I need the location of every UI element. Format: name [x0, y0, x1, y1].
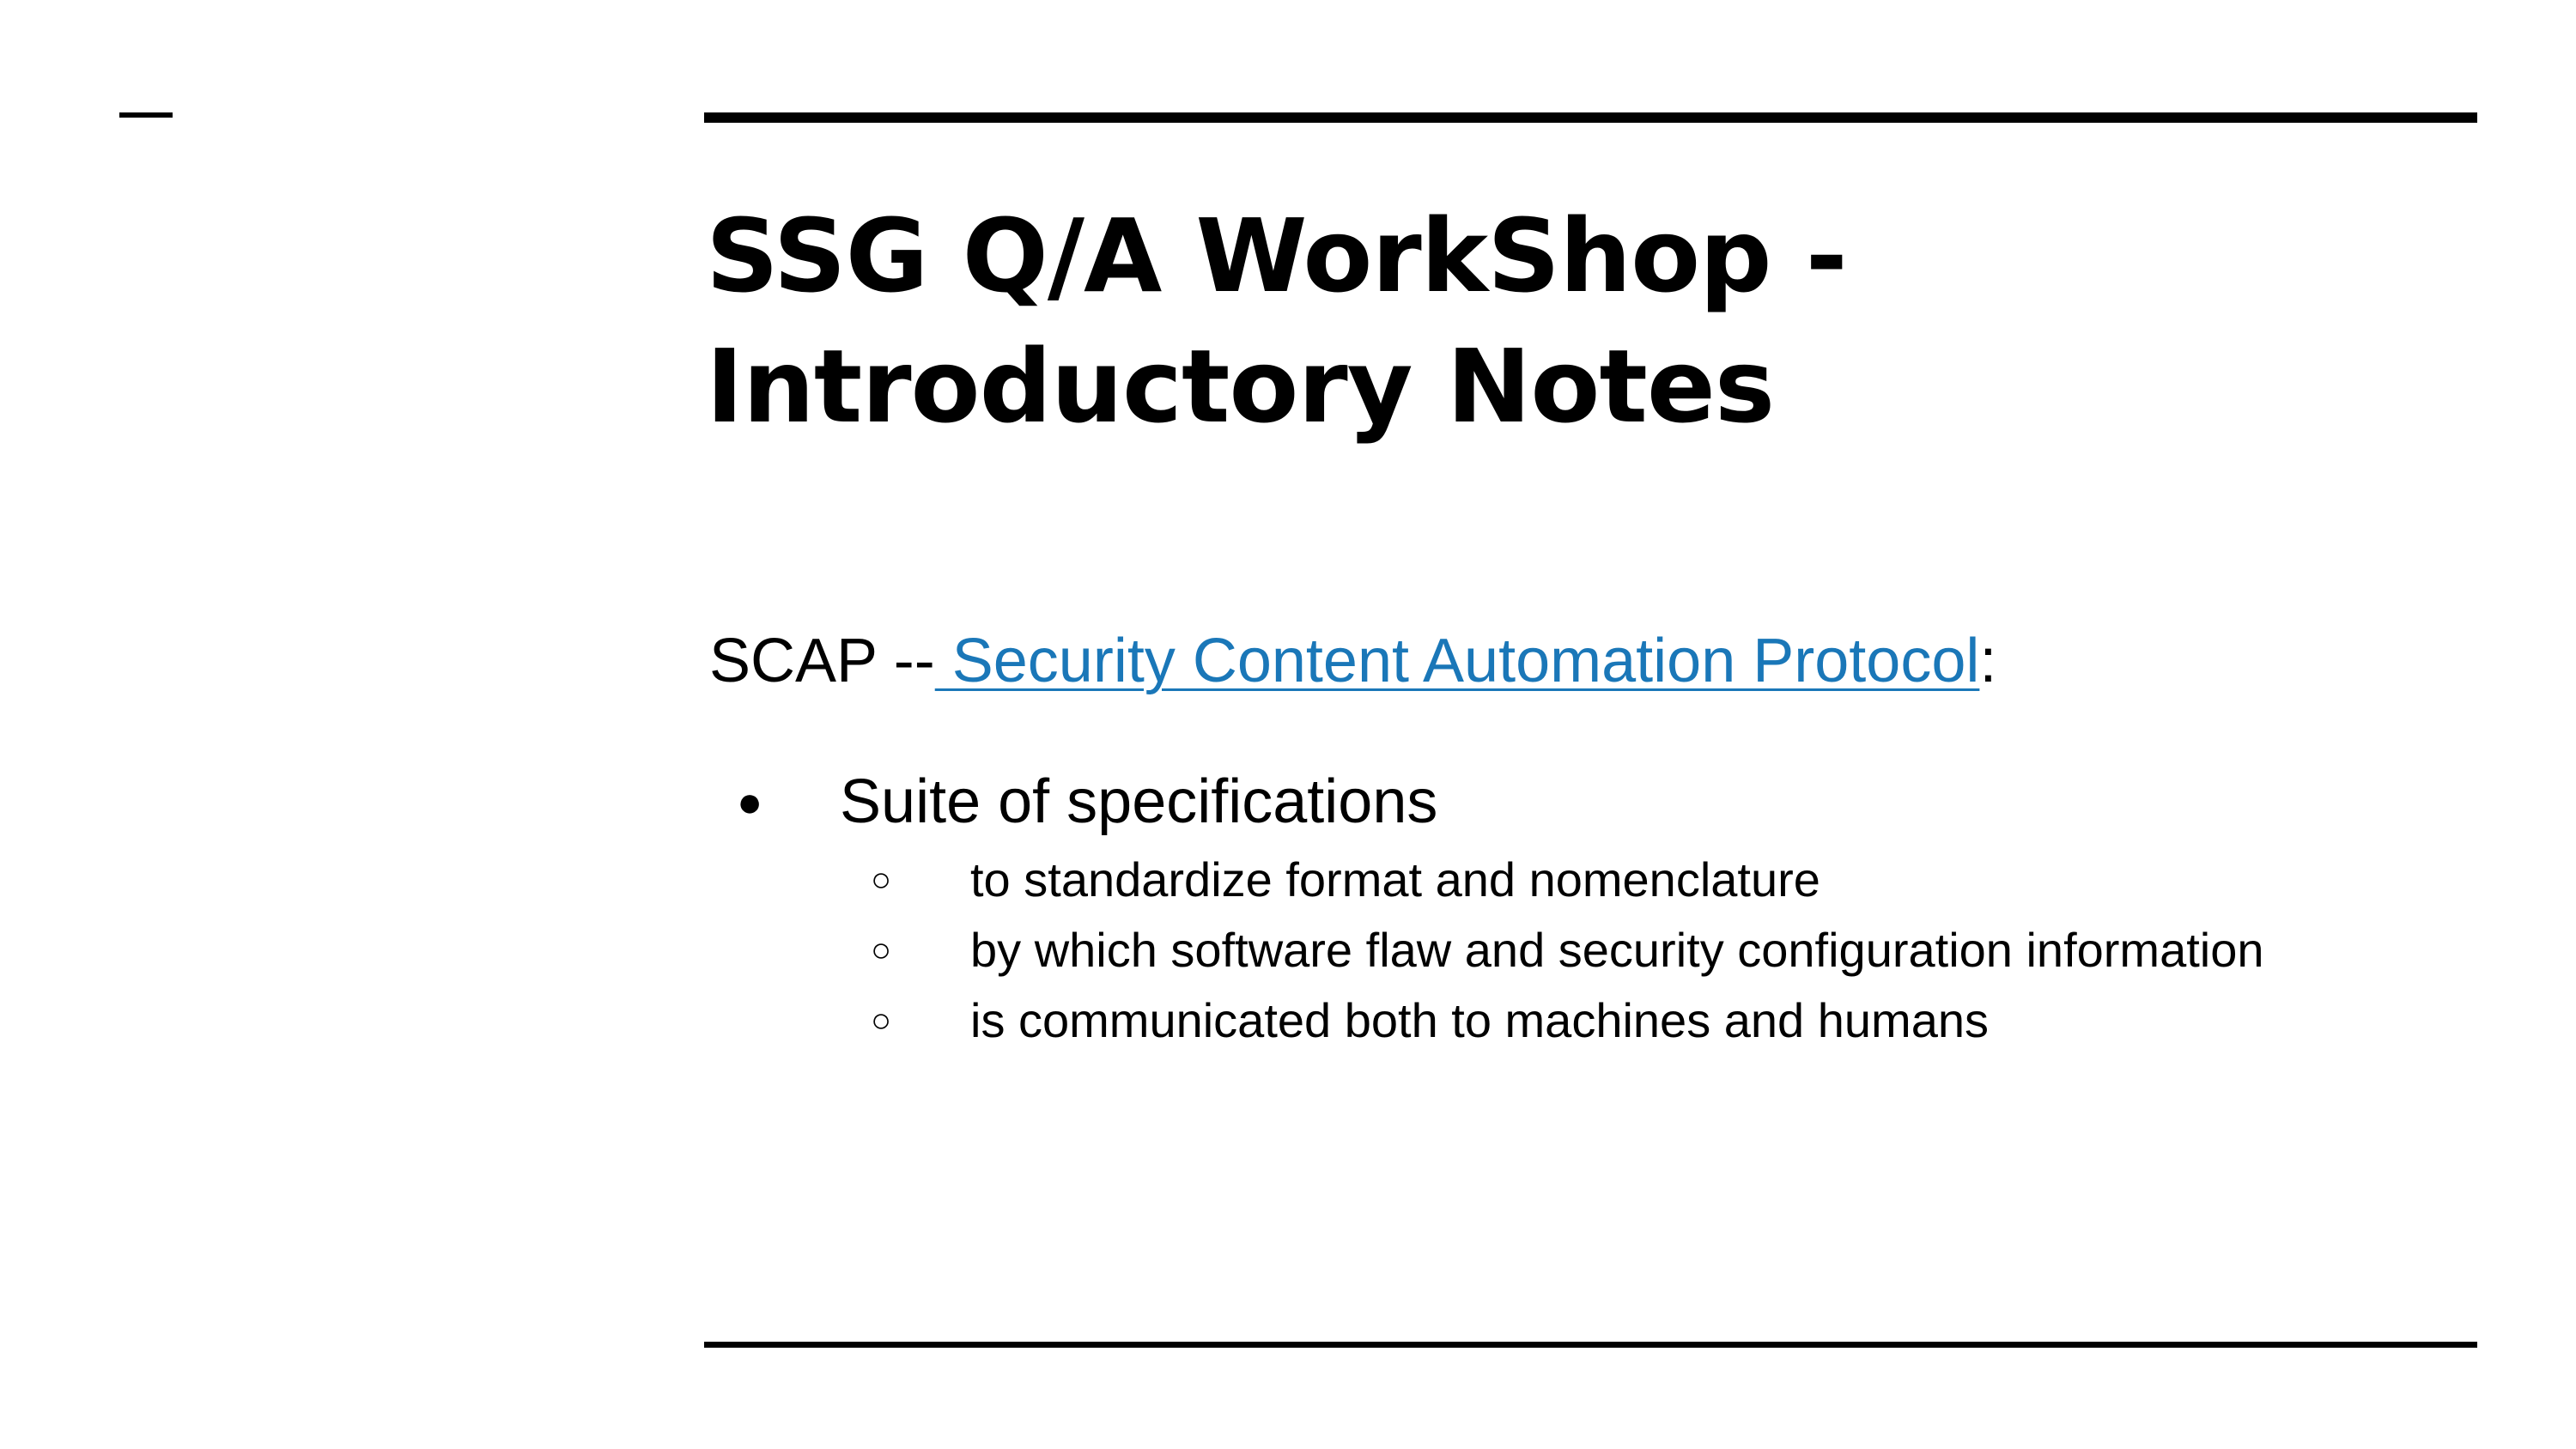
- corner-dash-decoration: [119, 112, 173, 118]
- scap-link[interactable]: Security Content Automation Protocol: [934, 627, 1980, 695]
- slide-title-line-2: Introductory Notes: [706, 327, 1775, 446]
- slide-body: [709, 618, 2470, 1056]
- slide-title-line-1: SSG Q/A WorkShop -: [706, 197, 1847, 315]
- sub-bullet-marker: ○: [871, 931, 892, 969]
- slide-title: [706, 191, 2475, 452]
- sub-bullet-text: to standardize format and nomenclature: [970, 852, 1820, 906]
- bullet-marker: ●: [737, 778, 763, 826]
- scap-suffix: :: [1979, 627, 1997, 695]
- scap-definition: [709, 618, 2470, 704]
- bottom-rule: [704, 1342, 2477, 1348]
- sub-bullet-marker: ○: [871, 861, 892, 899]
- sub-bullet-item: [709, 985, 2470, 1056]
- sub-bullet-item: [709, 845, 2470, 915]
- sub-bullet-list: [709, 845, 2470, 1056]
- sub-bullet-marker: ○: [871, 1002, 892, 1040]
- top-rule: [704, 112, 2477, 123]
- bullet-item: [709, 759, 2470, 845]
- bullet-text: Suite of specifications: [840, 767, 1438, 836]
- sub-bullet-text: by which software flaw and security configuration information: [970, 923, 2264, 977]
- sub-bullet-text: is communicated both to machines and humans: [970, 993, 1989, 1047]
- scap-prefix: SCAP --: [709, 627, 935, 695]
- sub-bullet-item: [709, 915, 2470, 985]
